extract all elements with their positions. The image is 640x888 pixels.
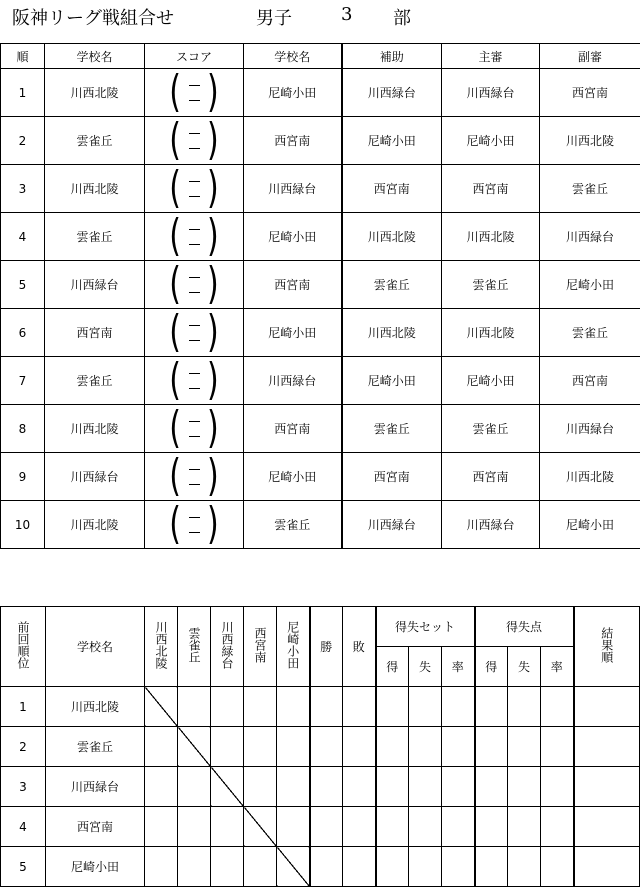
right-bracket-icon: ) <box>207 308 219 357</box>
match-number: 3 <box>1 165 45 213</box>
match-result-cell[interactable] <box>244 727 277 767</box>
schedule-header-row <box>1 44 640 69</box>
header-point-won: 得 <box>475 647 508 687</box>
score-cell[interactable] <box>145 165 244 213</box>
header-score: スコア <box>145 44 244 69</box>
sub-referee: 雲雀丘 <box>540 309 640 357</box>
score-cell[interactable] <box>145 453 244 501</box>
header-opponent-5: 尼崎小田 <box>277 607 310 687</box>
score-dash-top <box>189 133 200 134</box>
losses-cell[interactable] <box>343 687 376 727</box>
previous-rank: 4 <box>1 807 46 847</box>
set-rate-cell[interactable] <box>442 767 475 807</box>
sub-referee: 川西北陵 <box>540 117 640 165</box>
title-division-number: 3 <box>341 4 353 25</box>
header-school-b: 学校名 <box>244 44 342 69</box>
set-won-cell[interactable] <box>376 767 409 807</box>
header-sub-referee: 副審 <box>540 44 640 69</box>
score-cell[interactable] <box>145 501 244 549</box>
score-dash-bottom <box>189 388 200 389</box>
match-result-cell[interactable] <box>178 687 211 727</box>
school-b: 尼崎小田 <box>244 213 342 261</box>
score-bracket <box>145 357 243 404</box>
match-result-cell[interactable] <box>244 767 277 807</box>
left-bracket-icon: ( <box>169 212 181 261</box>
assist-referee: 川西緑台 <box>342 501 442 549</box>
self-match-diagonal <box>244 807 277 847</box>
school-b: 西宮南 <box>244 117 342 165</box>
set-won-cell[interactable] <box>376 727 409 767</box>
point-rate-cell[interactable] <box>541 687 574 727</box>
score-bracket <box>145 213 243 260</box>
score-dash-top <box>189 373 200 374</box>
school-name: 川西緑台 <box>46 767 145 807</box>
result-rank-cell[interactable] <box>574 767 640 807</box>
losses-cell[interactable] <box>343 847 376 887</box>
result-rank-cell[interactable] <box>574 807 640 847</box>
header-opponent-2: 雲雀丘 <box>178 607 211 687</box>
school-name: 西宮南 <box>46 807 145 847</box>
self-match-diagonal <box>211 767 244 807</box>
score-bracket <box>145 309 243 356</box>
score-dash-bottom <box>189 100 200 101</box>
match-result-cell[interactable] <box>211 687 244 727</box>
school-name: 川西北陵 <box>46 687 145 727</box>
score-dash-top <box>189 421 200 422</box>
left-bracket-icon: ( <box>169 356 181 405</box>
set-rate-cell[interactable] <box>442 847 475 887</box>
school-a: 川西緑台 <box>45 453 145 501</box>
right-bracket-icon: ) <box>207 452 219 501</box>
point-lost-cell[interactable] <box>508 767 541 807</box>
right-bracket-icon: ) <box>207 164 219 213</box>
sub-referee: 川西緑台 <box>540 213 640 261</box>
right-bracket-icon: ) <box>207 68 219 117</box>
school-a: 川西緑台 <box>45 261 145 309</box>
score-dash-top <box>189 277 200 278</box>
point-lost-cell[interactable] <box>508 807 541 847</box>
losses-cell[interactable] <box>343 727 376 767</box>
score-cell[interactable] <box>145 213 244 261</box>
assist-referee: 西宮南 <box>342 453 442 501</box>
sub-referee: 尼崎小田 <box>540 501 640 549</box>
match-result-cell[interactable] <box>277 687 310 727</box>
point-won-cell[interactable] <box>475 807 508 847</box>
table-row <box>1 453 640 501</box>
match-number: 1 <box>1 69 45 117</box>
sub-referee: 雲雀丘 <box>540 165 640 213</box>
match-result-cell[interactable] <box>178 847 211 887</box>
title-main: 阪神リーグ戦組合せ <box>12 8 174 29</box>
score-dash-top <box>189 517 200 518</box>
chief-referee: 川西緑台 <box>442 69 540 117</box>
wins-cell[interactable] <box>310 767 343 807</box>
school-a: 川西北陵 <box>45 501 145 549</box>
result-rank-cell[interactable] <box>574 847 640 887</box>
header-school-a: 学校名 <box>45 44 145 69</box>
match-number: 10 <box>1 501 45 549</box>
right-bracket-icon: ) <box>207 500 219 549</box>
score-dash-bottom <box>189 436 200 437</box>
match-result-cell[interactable] <box>145 767 178 807</box>
set-lost-cell[interactable] <box>409 727 442 767</box>
set-won-cell[interactable] <box>376 687 409 727</box>
point-won-cell[interactable] <box>475 727 508 767</box>
score-cell[interactable] <box>145 309 244 357</box>
assist-referee: 西宮南 <box>342 165 442 213</box>
table-row <box>1 847 640 887</box>
score-dash-top <box>189 85 200 86</box>
score-dash-top <box>189 229 200 230</box>
losses-cell[interactable] <box>343 807 376 847</box>
header-set-lost: 失 <box>409 647 442 687</box>
chief-referee: 西宮南 <box>442 165 540 213</box>
school-name: 尼崎小田 <box>46 847 145 887</box>
set-rate-cell[interactable] <box>442 727 475 767</box>
score-dash-bottom <box>189 340 200 341</box>
score-dash-bottom <box>189 244 200 245</box>
right-bracket-icon: ) <box>207 212 219 261</box>
match-number: 8 <box>1 405 45 453</box>
sub-referee: 川西北陵 <box>540 453 640 501</box>
previous-rank: 2 <box>1 727 46 767</box>
set-lost-cell[interactable] <box>409 807 442 847</box>
header-set-diff: 得失セット <box>376 607 475 647</box>
point-rate-cell[interactable] <box>541 767 574 807</box>
set-rate-cell[interactable] <box>442 807 475 847</box>
score-cell[interactable] <box>145 69 244 117</box>
set-lost-cell[interactable] <box>409 847 442 887</box>
left-bracket-icon: ( <box>169 164 181 213</box>
school-a: 川西北陵 <box>45 405 145 453</box>
match-result-cell[interactable] <box>178 767 211 807</box>
set-lost-cell[interactable] <box>409 687 442 727</box>
school-b: 尼崎小田 <box>244 69 342 117</box>
set-rate-cell[interactable] <box>442 687 475 727</box>
table-row <box>1 117 640 165</box>
wins-cell[interactable] <box>310 687 343 727</box>
school-a: 川西北陵 <box>45 165 145 213</box>
result-rank-cell[interactable] <box>574 727 640 767</box>
assist-referee: 尼崎小田 <box>342 357 442 405</box>
score-bracket <box>145 405 243 452</box>
score-bracket <box>145 453 243 500</box>
left-bracket-icon: ( <box>169 452 181 501</box>
left-bracket-icon: ( <box>169 404 181 453</box>
header-opponent-4: 西宮南 <box>244 607 277 687</box>
score-bracket <box>145 501 243 548</box>
header-previous-rank: 前回順位 <box>1 607 46 687</box>
school-b: 西宮南 <box>244 405 342 453</box>
table-row <box>1 405 640 453</box>
school-b: 川西緑台 <box>244 165 342 213</box>
school-name: 雲雀丘 <box>46 727 145 767</box>
set-won-cell[interactable] <box>376 807 409 847</box>
table-row <box>1 807 640 847</box>
sub-referee: 西宮南 <box>540 357 640 405</box>
match-result-cell[interactable] <box>277 727 310 767</box>
chief-referee: 尼崎小田 <box>442 357 540 405</box>
right-bracket-icon: ) <box>207 404 219 453</box>
right-bracket-icon: ) <box>207 260 219 309</box>
title-division-label: 部 <box>393 8 411 29</box>
chief-referee: 川西北陵 <box>442 213 540 261</box>
match-result-cell[interactable] <box>244 847 277 887</box>
chief-referee: 西宮南 <box>442 453 540 501</box>
chief-referee: 川西緑台 <box>442 501 540 549</box>
score-cell[interactable] <box>145 261 244 309</box>
header-set-rate: 率 <box>442 647 475 687</box>
school-a: 川西北陵 <box>45 69 145 117</box>
assist-referee: 川西北陵 <box>342 309 442 357</box>
header-set-won: 得 <box>376 647 409 687</box>
match-result-cell[interactable] <box>145 727 178 767</box>
left-bracket-icon: ( <box>169 68 181 117</box>
header-point-diff: 得失点 <box>475 607 574 647</box>
chief-referee: 尼崎小田 <box>442 117 540 165</box>
table-row <box>1 261 640 309</box>
match-result-cell[interactable] <box>277 767 310 807</box>
title-gender: 男子 <box>256 8 292 29</box>
previous-rank: 1 <box>1 687 46 727</box>
point-lost-cell[interactable] <box>508 847 541 887</box>
score-dash-top <box>189 325 200 326</box>
table-row <box>1 767 640 807</box>
header-school: 学校名 <box>46 607 145 687</box>
header-result-rank: 結果順 <box>574 607 640 687</box>
match-result-cell[interactable] <box>145 847 178 887</box>
sub-referee: 尼崎小田 <box>540 261 640 309</box>
point-lost-cell[interactable] <box>508 687 541 727</box>
match-schedule-table <box>0 43 640 549</box>
score-dash-top <box>189 469 200 470</box>
score-cell[interactable] <box>145 357 244 405</box>
score-dash-bottom <box>189 292 200 293</box>
score-cell[interactable] <box>145 405 244 453</box>
wins-cell[interactable] <box>310 807 343 847</box>
table-row <box>1 727 640 767</box>
self-match-diagonal <box>178 727 211 767</box>
score-bracket <box>145 69 243 116</box>
header-opponent-1: 川西北陵 <box>145 607 178 687</box>
losses-cell[interactable] <box>343 767 376 807</box>
school-a: 雲雀丘 <box>45 357 145 405</box>
score-bracket <box>145 261 243 308</box>
right-bracket-icon: ) <box>207 116 219 165</box>
header-chief-referee: 主審 <box>442 44 540 69</box>
match-result-cell[interactable] <box>211 727 244 767</box>
table-row <box>1 309 640 357</box>
assist-referee: 川西北陵 <box>342 213 442 261</box>
point-won-cell[interactable] <box>475 847 508 887</box>
match-result-cell[interactable] <box>211 847 244 887</box>
self-match-diagonal <box>145 687 178 727</box>
score-dash-top <box>189 181 200 182</box>
school-a: 雲雀丘 <box>45 117 145 165</box>
assist-referee: 雲雀丘 <box>342 261 442 309</box>
previous-rank: 3 <box>1 767 46 807</box>
match-number: 6 <box>1 309 45 357</box>
header-assist: 補助 <box>342 44 442 69</box>
match-number: 5 <box>1 261 45 309</box>
sub-referee: 西宮南 <box>540 69 640 117</box>
match-number: 2 <box>1 117 45 165</box>
school-b: 尼崎小田 <box>244 309 342 357</box>
score-dash-bottom <box>189 484 200 485</box>
table-row <box>1 357 640 405</box>
score-dash-bottom <box>189 532 200 533</box>
school-b: 尼崎小田 <box>244 453 342 501</box>
match-result-cell[interactable] <box>178 807 211 847</box>
point-won-cell[interactable] <box>475 767 508 807</box>
header-order: 順 <box>1 44 45 69</box>
sub-referee: 川西緑台 <box>540 405 640 453</box>
point-won-cell[interactable] <box>475 687 508 727</box>
left-bracket-icon: ( <box>169 308 181 357</box>
header-point-lost: 失 <box>508 647 541 687</box>
match-number: 4 <box>1 213 45 261</box>
point-rate-cell[interactable] <box>541 727 574 767</box>
table-row <box>1 501 640 549</box>
wins-cell[interactable] <box>310 847 343 887</box>
school-b: 西宮南 <box>244 261 342 309</box>
chief-referee: 雲雀丘 <box>442 261 540 309</box>
chief-referee: 川西北陵 <box>442 309 540 357</box>
score-cell[interactable] <box>145 117 244 165</box>
match-result-cell[interactable] <box>211 807 244 847</box>
score-dash-bottom <box>189 196 200 197</box>
score-bracket <box>145 165 243 212</box>
point-rate-cell[interactable] <box>541 847 574 887</box>
standings-table <box>0 606 640 887</box>
assist-referee: 川西緑台 <box>342 69 442 117</box>
header-opponent-3: 川西緑台 <box>211 607 244 687</box>
left-bracket-icon: ( <box>169 500 181 549</box>
table-row <box>1 687 640 727</box>
school-b: 雲雀丘 <box>244 501 342 549</box>
score-bracket <box>145 117 243 164</box>
table-row <box>1 165 640 213</box>
assist-referee: 雲雀丘 <box>342 405 442 453</box>
previous-rank: 5 <box>1 847 46 887</box>
table-row <box>1 69 640 117</box>
header-point-rate: 率 <box>541 647 574 687</box>
set-won-cell[interactable] <box>376 847 409 887</box>
left-bracket-icon: ( <box>169 260 181 309</box>
match-number: 7 <box>1 357 45 405</box>
match-result-cell[interactable] <box>244 687 277 727</box>
header-wins: 勝 <box>310 607 343 687</box>
score-dash-bottom <box>189 148 200 149</box>
point-lost-cell[interactable] <box>508 727 541 767</box>
table-row <box>1 213 640 261</box>
school-b: 川西緑台 <box>244 357 342 405</box>
match-number: 9 <box>1 453 45 501</box>
school-a: 雲雀丘 <box>45 213 145 261</box>
chief-referee: 雲雀丘 <box>442 405 540 453</box>
set-lost-cell[interactable] <box>409 767 442 807</box>
match-result-cell[interactable] <box>277 807 310 847</box>
right-bracket-icon: ) <box>207 356 219 405</box>
point-rate-cell[interactable] <box>541 807 574 847</box>
school-a: 西宮南 <box>45 309 145 357</box>
header-losses: 敗 <box>343 607 376 687</box>
left-bracket-icon: ( <box>169 116 181 165</box>
self-match-diagonal <box>277 847 310 887</box>
assist-referee: 尼崎小田 <box>342 117 442 165</box>
match-result-cell[interactable] <box>145 807 178 847</box>
wins-cell[interactable] <box>310 727 343 767</box>
result-rank-cell[interactable] <box>574 687 640 727</box>
